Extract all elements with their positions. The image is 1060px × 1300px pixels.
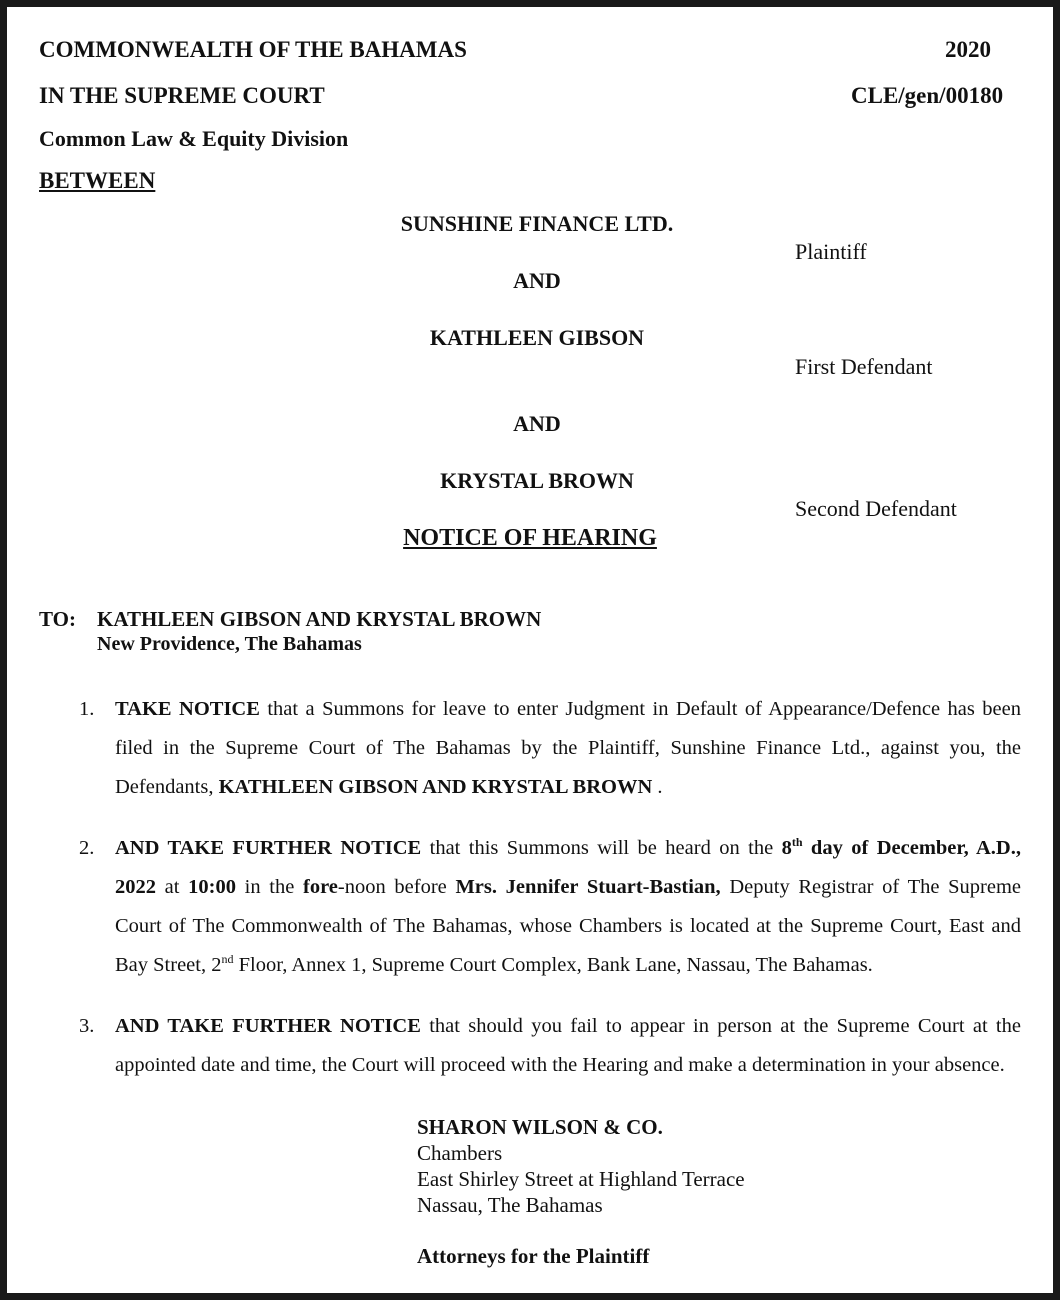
signature-block bbox=[417, 1114, 745, 1218]
text-at: at bbox=[156, 876, 189, 898]
paragraph-2-text-1: that this Summons will be heard on the bbox=[421, 837, 782, 859]
paragraph-3-line-2: appointed date and time, the Court will proceed with the Hearing and make a determination in your absence. bbox=[115, 1054, 1005, 1076]
division: Common Law & Equity Division bbox=[39, 126, 349, 151]
first-defendant-role: First Defendant bbox=[795, 354, 933, 379]
chambers-label: Chambers bbox=[417, 1141, 503, 1165]
address-line-2: Nassau, The Bahamas bbox=[417, 1193, 603, 1217]
paragraph-2 bbox=[115, 829, 1021, 985]
further-notice-lead-2: AND TAKE FURTHER NOTICE bbox=[115, 1015, 421, 1037]
hearing-day bbox=[782, 837, 1021, 859]
second-defendant-role: Second Defendant bbox=[795, 496, 957, 521]
paragraph-3-line-1 bbox=[115, 1007, 1021, 1046]
paragraph-2-number: 2. bbox=[79, 837, 95, 859]
year: 2020 bbox=[945, 37, 991, 62]
paragraph-3-text-1: that should you fail to appear in person at the Supreme Court at the bbox=[420, 1015, 1021, 1037]
paragraph-1-line-2: filed in the Supreme Court of The Bahamas by the Plaintiff, Sunshine Finance Ltd., against you, the bbox=[115, 737, 1021, 759]
hearing-day-rest: day of December, A.D., bbox=[802, 837, 1021, 859]
document-page bbox=[7, 7, 1053, 1293]
hearing-day-number: 8 bbox=[781, 837, 792, 859]
attorneys-label: Attorneys for the Plaintiff bbox=[417, 1244, 650, 1268]
text-in-the: in the bbox=[235, 876, 303, 898]
plaintiff-role: Plaintiff bbox=[795, 239, 867, 264]
and-separator-1: AND bbox=[513, 268, 561, 293]
to-label: TO: bbox=[39, 607, 76, 631]
paragraph-1-number: 1. bbox=[79, 698, 95, 720]
document-title: NOTICE OF HEARING bbox=[403, 525, 657, 551]
defendant-names-bold: KATHLEEN GIBSON AND KRYSTAL BROWN bbox=[218, 776, 653, 798]
paragraph-2-line-1 bbox=[115, 829, 1021, 868]
floor-suffix: nd bbox=[221, 952, 234, 967]
jurisdiction: COMMONWEALTH OF THE BAHAMAS bbox=[39, 37, 467, 62]
addressee-location: New Providence, The Bahamas bbox=[97, 633, 362, 655]
paragraph-1-text-1: that a Summons for leave to enter Judgment in Default of Appearance/Defence has been bbox=[259, 698, 1021, 720]
further-notice-lead: AND TAKE FURTHER NOTICE bbox=[115, 837, 422, 859]
paragraph-2-text-4b: Floor, Annex 1, Supreme Court Complex, Bank Lane, Nassau, The Bahamas. bbox=[233, 954, 873, 976]
paragraph-2-line-2 bbox=[115, 868, 1021, 907]
paragraph-3-number: 3. bbox=[79, 1015, 95, 1037]
text-fore: fore bbox=[303, 876, 338, 898]
second-defendant-name: KRYSTAL BROWN bbox=[440, 468, 634, 493]
court-name: IN THE SUPREME COURT bbox=[39, 83, 325, 108]
registrar-name: Mrs. Jennifer Stuart-Bastian, bbox=[455, 876, 721, 898]
text-noon-before: -noon before bbox=[337, 876, 456, 898]
paragraph-1-text-3: Defendants, bbox=[115, 776, 219, 798]
take-notice-lead: TAKE NOTICE bbox=[115, 698, 260, 720]
paragraph-2-line-3: Court of The Commonwealth of The Bahamas, whose Chambers is located at the Supreme Court, East and bbox=[115, 915, 1021, 937]
first-defendant-name: KATHLEEN GIBSON bbox=[429, 325, 645, 350]
paragraph-1 bbox=[115, 690, 1021, 807]
paragraph-2-text-4a: Bay Street, 2 bbox=[115, 954, 222, 976]
paragraph-2-text-2: Deputy Registrar of The Supreme bbox=[720, 876, 1021, 898]
hearing-day-suffix: th bbox=[791, 835, 803, 850]
case-number: CLE/gen/00180 bbox=[851, 83, 1004, 108]
paragraph-2-line-4 bbox=[115, 946, 1021, 985]
firm-name: SHARON WILSON & CO. bbox=[417, 1115, 663, 1139]
paragraph-1-end: . bbox=[652, 776, 663, 798]
address-line-1: East Shirley Street at Highland Terrace bbox=[417, 1167, 745, 1191]
hearing-year: 2022 bbox=[115, 876, 156, 898]
paragraph-1-line-3 bbox=[115, 768, 1021, 807]
plaintiff-name: SUNSHINE FINANCE LTD. bbox=[400, 211, 674, 236]
paragraph-1-line-1 bbox=[115, 690, 1021, 729]
between-label: BETWEEN bbox=[39, 168, 156, 193]
addressee-names: KATHLEEN GIBSON AND KRYSTAL BROWN bbox=[97, 607, 542, 631]
and-separator-2: AND bbox=[513, 411, 561, 436]
hearing-time: 10:00 bbox=[188, 876, 236, 898]
paragraph-3 bbox=[115, 1007, 1021, 1085]
